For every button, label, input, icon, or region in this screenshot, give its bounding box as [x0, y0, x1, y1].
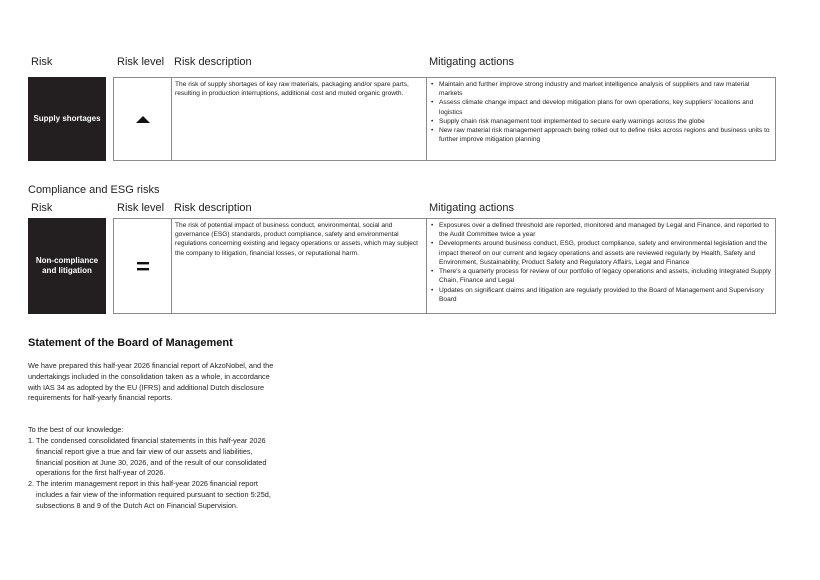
risk-level-cell: [113, 218, 172, 314]
risk-label-non-compliance: [28, 218, 106, 314]
list-item: • There's a quarterly process for review of our portfolio of legacy operations and assets, including Integrated Supply Chain, Finance and Legal: [430, 267, 772, 285]
list-item: [28, 436, 278, 479]
risk-description-cell: [171, 77, 427, 161]
mitigating-actions-list: [430, 80, 772, 145]
table2-header-level: Risk level: [117, 202, 165, 214]
mitigating-actions-cell: [426, 77, 776, 161]
list-item: • Supply chain risk management tool implemented to secure early warnings across the globe: [430, 117, 772, 126]
list-item: • New raw material risk management approach being rolled out to define risks across regions and business units to further improve mitigation planning: [430, 126, 772, 144]
table2-header-actions: Mitigating actions: [429, 202, 514, 214]
list-item: • Maintain and further improve strong industry and market intelligence analysis of suppliers and raw material markets: [430, 80, 772, 98]
mitigating-actions-list: [430, 221, 772, 304]
numbered-list: [28, 436, 278, 512]
list-number: 1.: [28, 436, 35, 445]
statement-title: Statement of the Board of Management: [28, 337, 233, 349]
equals-icon: [137, 262, 149, 271]
risk-description-text: The risk of supply shortages of key raw materials, packaging and/or spare parts, resulting in production interruptions, additional cost and muted organic growth.: [175, 81, 409, 98]
knowledge-intro: To the best of our knowledge:: [28, 425, 124, 434]
table1-header-actions: Mitigating actions: [429, 56, 514, 68]
table2-header-description: Risk description: [174, 202, 252, 214]
mitigating-actions-cell: [426, 218, 776, 314]
risk-label-text: Non-compliance and litigation: [35, 256, 99, 275]
table1-header-description: Risk description: [174, 56, 252, 68]
statement-list: [28, 436, 278, 512]
risk-label-text: Supply shortages: [33, 114, 101, 123]
table1-header-risk: Risk: [31, 56, 53, 68]
risk-description-text: The risk of potential impact of business conduct, environmental, social and governance (ESG) standards, product compliance, safety and environmental regulations concerning existing and legacy operations or assets, which may subject the company to litigation, financial losses, or reputational harm.: [175, 222, 419, 257]
list-item-text: The interim management report in this half-year 2026 financial report includes a fair view of the information required pursuant to section 5:25d, subsections 8 and 9 of the Dutch Act on Financial Supervision.: [36, 479, 271, 510]
risk-level-cell: [113, 77, 172, 161]
section-title: Compliance and ESG risks: [28, 184, 160, 196]
list-item: • Assess climate change impact and develop mitigation plans for own operations, key suppliers' locations and logistics: [430, 98, 772, 116]
risk-label-supply-shortages: [28, 77, 106, 161]
list-number: 2.: [28, 479, 35, 489]
list-item: • Developments around business conduct, ESG, product compliance, safety and environmental legislation and the impact thereof on our current and legacy operations and assets are reviewed regularly by Health, Safety and Environment, Sustainability, Product Safety and Regulatory Affairs, Legal and Finance: [430, 239, 772, 267]
statement-intro: We have prepared this half-year 2026 financial report of AkzoNobel, and the undertakings included in the consolidation taken as a whole, in accordance with IAS 34 as adopted by the EU (IFRS) and additional Dutch disclosure requirements for half-yearly financial reports.: [28, 361, 274, 403]
triangle-up-icon: [136, 116, 150, 124]
list-item: • Exposures over a defined threshold are reported, monitored and managed by Legal and Finance, and reported to the Audit Committee twice a year: [430, 221, 772, 239]
list-item: • Updates on significant claims and litigation are regularly provided to the Board of Management and Supervisory Board: [430, 286, 772, 304]
risk-description-cell: [171, 218, 427, 314]
table2-header-risk: Risk: [31, 202, 53, 214]
list-item-text: The condensed consolidated financial statements in this half-year 2026 financial report give a true and fair view of our assets and liabilities, financial position at June 30, 2026, and of the result of our consolidated operations for the first half-year of 2026.: [36, 436, 267, 478]
list-item: [28, 479, 278, 511]
table1-header-level: Risk level: [117, 56, 165, 68]
